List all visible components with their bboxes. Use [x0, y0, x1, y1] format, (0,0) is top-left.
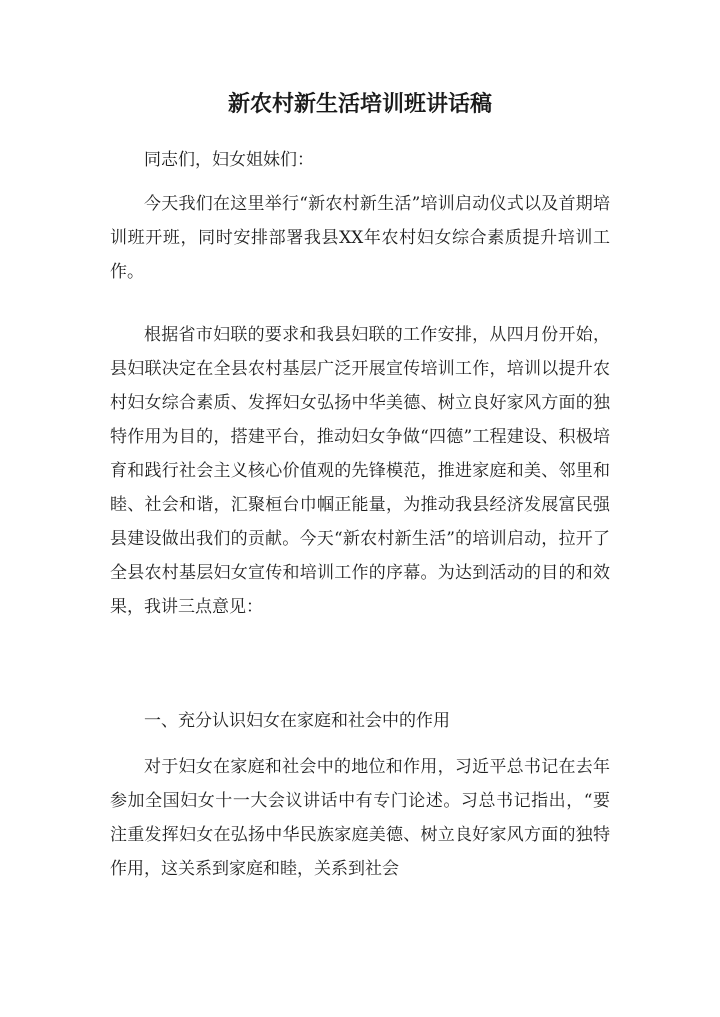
section-heading-1: 一、充分认识妇女在家庭和社会中的作用 [144, 711, 450, 731]
salutation: 同志们，妇女姐妹们： [144, 150, 314, 170]
document-title: 新农村新生活培训班讲话稿 [227, 91, 492, 117]
paragraph-background: 根据省市妇联的要求和我县妇联的工作安排，从四月份开始，县妇联决定在全县农村基层广泛开展宣传培训工作，培训以提升农村妇女综合素质、发挥妇女弘扬中华美德、树立良好家风方面的独特作用为目的，搭建平台，推动妇女争做“四德”工程建设、积极培育和践行社会主义核心价值观的先锋模范，推进家庭和美、邻里和睦、社会和谐，汇聚桓台巾帼正能量，为推动我县经济发展富民强县建设做出我们的贡献。今天“新农村新生活”的培训启动，拉开了全县农村基层妇女宣传和培训工作的序幕。为达到活动的目的和效果，我讲三点意见： [110, 325, 610, 617]
paragraph-opening: 今天我们在这里举行“新农村新生活”培训启动仪式以及首期培训班开班，同时安排部署我县XX年农村妇女综合素质提升培训工作。 [110, 194, 610, 282]
paragraph-section-1: 对于妇女在家庭和社会中的地位和作用，习近平总书记在去年参加全国妇女十一大会议讲话中有专门论述。习总书记指出，“要注重发挥妇女在弘扬中华民族家庭美德、树立良好家风方面的独特作用，这关系到家庭和睦，关系到社会 [110, 757, 610, 879]
